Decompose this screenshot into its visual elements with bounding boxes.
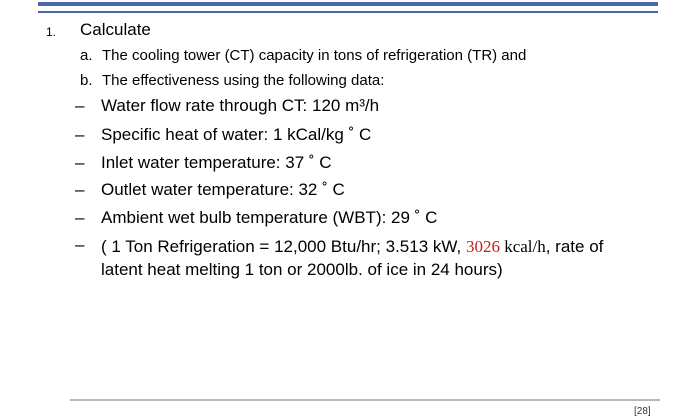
bullet-dash: –: [75, 96, 85, 115]
bullet-dash: –: [75, 208, 85, 227]
data-item-text: Outlet water temperature: 32 ˚ C: [101, 180, 345, 199]
bullet-dash: –: [75, 125, 85, 144]
top-rule: [38, 11, 658, 13]
top-accent-bar: [38, 2, 658, 6]
note-line-2: latent heat melting 1 ton or 2000lb. of ice in 24 hours): [101, 260, 503, 279]
part-a-text: The cooling tower (CT) capacity in tons of refrigeration (TR) and: [102, 47, 527, 64]
bullet-dash: –: [75, 153, 85, 172]
question-title: Calculate: [80, 20, 151, 39]
note-text: [101, 235, 603, 281]
note-unit: kcal/h: [499, 237, 546, 256]
data-item-text: Ambient wet bulb temperature (WBT): 29 ˚ C: [101, 208, 438, 227]
bullet-dash: –: [75, 180, 85, 199]
data-item-text: Water flow rate through CT: 120 m³/h: [101, 96, 380, 115]
question-number: 1.: [46, 25, 57, 39]
bullet-dash: –: [75, 235, 85, 254]
note-part1: ( 1 Ton Refrigeration = 12,000 Btu/hr; 3.513 kW,: [101, 237, 466, 256]
part-b-text: The effectiveness using the following data:: [102, 72, 385, 89]
note-part2: , rate of: [545, 237, 604, 256]
data-item-text: Inlet water temperature: 37 ˚ C: [101, 153, 332, 172]
data-item-text: Specific heat of water: 1 kCal/kg ˚ C: [101, 125, 372, 144]
bottom-rule: [70, 399, 660, 401]
part-b-label: b.: [80, 72, 93, 89]
note-value-highlight: 3026: [465, 237, 500, 256]
note-line-1: [101, 235, 603, 258]
part-a-label: a.: [80, 47, 93, 64]
page-number: [28]: [634, 406, 651, 417]
